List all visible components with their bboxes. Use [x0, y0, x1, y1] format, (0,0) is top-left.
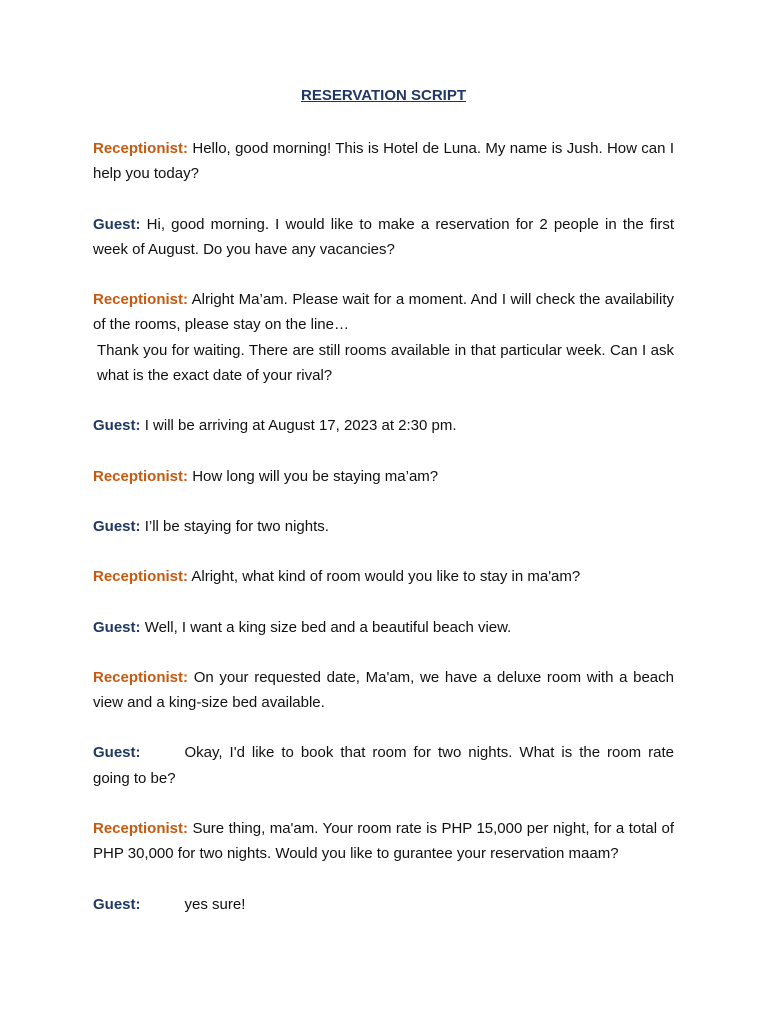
dialogue-entry-receptionist [93, 564, 674, 589]
dialogue-text: Well, I want a king size bed and a beautiful beach view. [144, 618, 512, 636]
speaker-label: Guest: [93, 215, 141, 233]
document-page [93, 86, 674, 942]
dialogue-text: Alright, what kind of room would you like to stay in ma'am? [191, 568, 581, 586]
dialogue-entry-receptionist [93, 464, 674, 489]
dialogue-entry-guest [93, 514, 674, 539]
speaker-label: Receptionist: [93, 291, 189, 309]
dialogue-entry-guest [93, 740, 674, 791]
speaker-label: Guest: [93, 517, 141, 535]
speaker-label: Guest: [93, 417, 141, 435]
dialogue-entry-guest [93, 892, 674, 917]
speaker-label: Guest: [93, 895, 141, 913]
dialogue-entry-guest [93, 212, 674, 263]
speaker-label: Receptionist: [93, 140, 189, 157]
speaker-label: Receptionist: [93, 568, 189, 586]
dialogue-entry-receptionist [93, 665, 674, 716]
document-title: RESERVATION SCRIPT [300, 87, 467, 104]
dialogue-entry-guest [93, 615, 674, 640]
dialogue-text: On your requested date, Ma'am, we have a deluxe room with a beach view and a king-size bed available. [93, 668, 674, 712]
dialogue-text: I will be arriving at August 17, 2023 at 2:30 pm. [144, 417, 457, 435]
dialogue-text: Alright Ma’am. Please wait for a moment. And I will check the availability of the rooms, please stay on the line… [93, 291, 674, 334]
dialogue-text: How long will you be staying ma’am? [192, 467, 439, 485]
speaker-label: Guest: [93, 744, 141, 762]
dialogue-text: Sure thing, ma'am. Your room rate is PHP 15,000 per night, for a total of PHP 30,000 for two nights. Would you like to gurantee your reservation maam? [93, 820, 674, 863]
dialogue-text: I’ll be staying for two nights. [144, 517, 329, 535]
speaker-label: Receptionist: [93, 467, 189, 485]
dialogue-entry-guest [93, 413, 674, 438]
speaker-label: Guest: [93, 618, 141, 636]
dialogue-text: Hi, good morning. I would like to make a reservation for 2 people in the first week of August. Do you have any vacancies? [93, 215, 674, 258]
dialogue-list [93, 136, 674, 917]
dialogue-entry-receptionist [93, 816, 674, 867]
dialogue-text: Hello, good morning! This is Hotel de Luna. My name is Jush. How can I help you today? [93, 140, 675, 183]
dialogue-text-continued: Thank you for waiting. There are still rooms available in that particular week. Can I ask what is the exact date of your rival? [97, 341, 674, 385]
dialogue-entry-receptionist [93, 136, 674, 187]
dialogue-entry-receptionist [93, 287, 674, 388]
dialogue-text: yes sure! [184, 895, 246, 913]
dialogue-text: Okay, I'd like to book that room for two nights. What is the room rate going to be? [93, 744, 674, 787]
speaker-label: Receptionist: [93, 668, 189, 686]
speaker-label: Receptionist: [93, 820, 189, 838]
